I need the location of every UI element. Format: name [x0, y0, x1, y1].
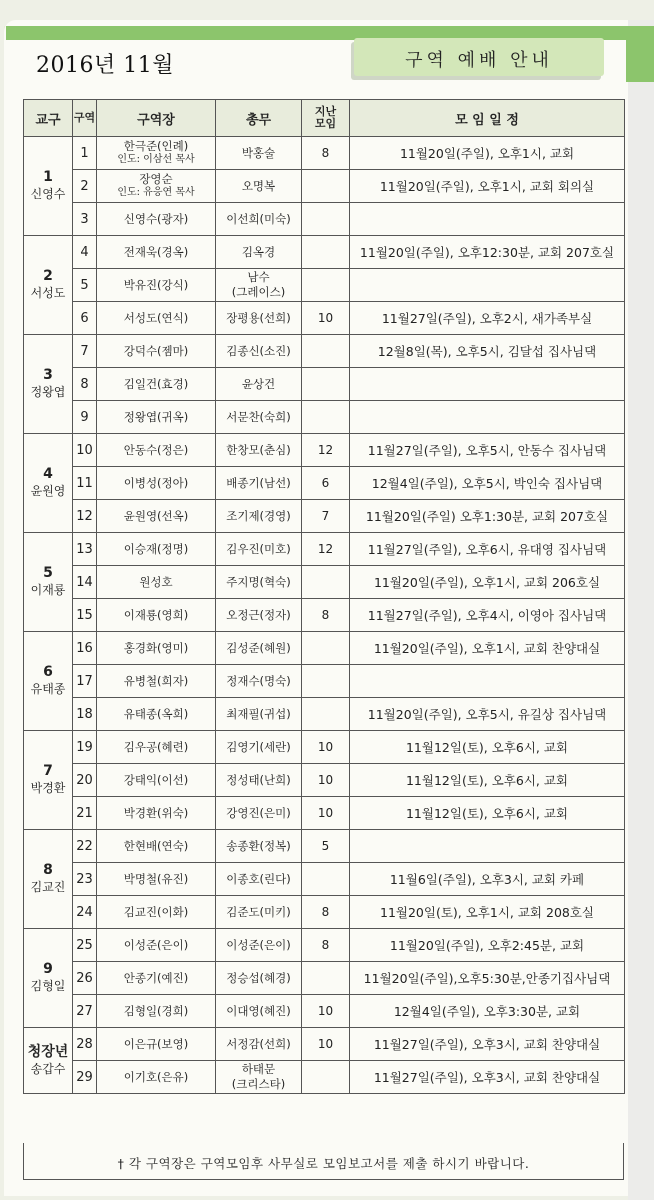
district-clerk-cell	[216, 236, 302, 269]
last-meeting-count: 10	[302, 995, 350, 1028]
district-leader-cell	[97, 302, 216, 335]
district-leader-cell	[97, 170, 216, 203]
table-row	[24, 632, 625, 665]
table-row	[24, 302, 625, 335]
district-leader: 한현배(연숙)	[123, 839, 189, 853]
district-number: 16	[73, 632, 97, 665]
parish-number: 4	[43, 466, 53, 482]
parish-cell	[24, 335, 73, 434]
parish-pastor-name: 이재룡	[30, 583, 66, 597]
district-clerk: 송종환(정복)	[226, 838, 291, 853]
district-clerk: 서문찬(숙희)	[226, 409, 291, 424]
district-clerk-cell	[216, 302, 302, 335]
district-number: 22	[73, 830, 97, 863]
district-leader-cell	[97, 896, 216, 929]
last-meeting-count: 10	[302, 797, 350, 830]
district-leader: 한극준(인례)	[123, 139, 189, 153]
meeting-schedule: 11월20일(주일), 오후1시, 교회 회의실	[350, 170, 625, 203]
district-leader-cell	[97, 1061, 216, 1094]
district-leader: 박경환(위숙)	[123, 806, 189, 820]
district-number: 23	[73, 863, 97, 896]
district-clerk: 최재필(귀섭)	[226, 706, 291, 721]
district-leader-cell	[97, 401, 216, 434]
district-clerk-cell	[216, 566, 302, 599]
district-leader-cell	[97, 731, 216, 764]
district-leader: 안종기(예진)	[123, 971, 189, 985]
meeting-schedule: 11월20일(주일), 오후1시, 교회 찬양대실	[350, 632, 625, 665]
page-title: 구역 예배 안내	[405, 50, 553, 71]
parish-pastor-name: 송갑수	[30, 1061, 66, 1076]
col-header-clerk: 총무	[216, 100, 302, 137]
footnote: † 각 구역장은 구역모임후 사무실로 모임보고서를 제출 하시기 바랍니다.	[117, 1156, 530, 1171]
meeting-schedule: 12월8일(목), 오후5시, 김달섭 집사님댁	[350, 335, 625, 368]
parish-cell	[24, 632, 73, 731]
table-row	[24, 566, 625, 599]
district-number: 25	[73, 929, 97, 962]
right-green-tab	[626, 26, 654, 82]
last-meeting-count: 5	[302, 830, 350, 863]
district-leader-cell	[97, 434, 216, 467]
last-meeting-count: 8	[302, 929, 350, 962]
district-clerk: 이선희(미숙)	[226, 211, 291, 226]
last-meeting-count	[302, 170, 350, 203]
district-leader: 안동수(정은)	[123, 443, 189, 457]
parish-pastor-name: 유태종	[30, 682, 66, 696]
table-row	[24, 335, 625, 368]
district-number: 9	[73, 401, 97, 434]
district-clerk: 이대영(혜진)	[226, 1003, 291, 1018]
table-row	[24, 830, 625, 863]
district-clerk-cell	[216, 401, 302, 434]
district-leader: 윤원영(선옥)	[123, 509, 189, 523]
parish-cell	[24, 830, 73, 929]
district-clerk: 오명복	[241, 178, 276, 193]
district-clerk-cell	[216, 665, 302, 698]
parish-cell	[24, 434, 73, 533]
meeting-schedule: 11월20일(주일),오후5:30분,안종기집사님댁	[350, 962, 625, 995]
district-leader: 전재욱(경옥)	[123, 245, 189, 259]
meeting-schedule	[350, 269, 625, 302]
parish-pastor-name: 정왕엽	[30, 385, 66, 399]
parish-pastor-name: 신영수	[30, 187, 66, 201]
district-number: 11	[73, 467, 97, 500]
table-row	[24, 995, 625, 1028]
district-leader-cell	[97, 797, 216, 830]
table-row	[24, 203, 625, 236]
district-leader: 이성준(은이)	[123, 938, 189, 952]
district-number: 27	[73, 995, 97, 1028]
district-leader: 정왕엽(귀옥)	[123, 410, 189, 424]
district-leader: 이재룡(영희)	[123, 608, 189, 622]
district-clerk: 윤상건	[241, 376, 276, 391]
meeting-schedule: 11월6일(주일), 오후3시, 교회 카페	[350, 863, 625, 896]
meeting-schedule: 11월20일(주일) 오후1:30분, 교회 207호실	[350, 500, 625, 533]
last-meeting-count	[302, 863, 350, 896]
col-header-parish: 교구	[24, 100, 73, 137]
district-number: 14	[73, 566, 97, 599]
district-leader-cell	[97, 1028, 216, 1061]
last-meeting-count: 10	[302, 1028, 350, 1061]
table-row	[24, 797, 625, 830]
district-number: 13	[73, 533, 97, 566]
district-clerk: 정성태(난희)	[226, 772, 291, 787]
district-clerk: 정재수(명숙)	[226, 673, 291, 688]
district-clerk: 배종기(남선)	[226, 475, 291, 490]
meeting-schedule	[350, 368, 625, 401]
district-number: 28	[73, 1028, 97, 1061]
parish-number: 2	[43, 268, 53, 284]
table-row	[24, 863, 625, 896]
last-meeting-count: 12	[302, 533, 350, 566]
district-clerk: 김우진(미호)	[226, 541, 291, 556]
last-meeting-count	[302, 962, 350, 995]
district-clerk: 김성준(혜원)	[226, 640, 291, 655]
district-leader: 강덕수(젬마)	[123, 344, 189, 358]
parish-cell	[24, 929, 73, 1028]
district-clerk: 정승섭(혜경)	[226, 970, 291, 985]
district-clerk: 주지명(혁숙)	[226, 574, 291, 589]
meeting-schedule	[350, 203, 625, 236]
district-number: 8	[73, 368, 97, 401]
last-meeting-count: 6	[302, 467, 350, 500]
district-leader-cell	[97, 665, 216, 698]
district-clerk-cell	[216, 764, 302, 797]
district-clerk-cell	[216, 1028, 302, 1061]
col-header-schedule: 모 임 일 정	[350, 100, 625, 137]
parish-pastor-name: 김교진	[30, 880, 66, 894]
district-leader: 장영순	[139, 172, 173, 186]
district-leader-cell	[97, 698, 216, 731]
title-banner	[354, 38, 604, 76]
table-row	[24, 467, 625, 500]
table-header-row	[24, 100, 625, 137]
district-leader: 김교진(이화)	[123, 905, 189, 919]
district-clerk: 장평용(선희)	[226, 310, 291, 325]
last-meeting-count: 10	[302, 764, 350, 797]
district-leader-cell	[97, 467, 216, 500]
district-clerk: 이성준(은이)	[226, 937, 291, 952]
district-number: 21	[73, 797, 97, 830]
table-row	[24, 401, 625, 434]
district-leader: 서성도(연식)	[123, 311, 189, 325]
district-number: 2	[73, 170, 97, 203]
col-header-district: 구역	[73, 100, 97, 137]
table-row	[24, 137, 625, 170]
table-row	[24, 962, 625, 995]
district-clerk-cell	[216, 830, 302, 863]
meeting-schedule: 12월4일(주일), 오후5시, 박인숙 집사님댁	[350, 467, 625, 500]
last-meeting-count: 12	[302, 434, 350, 467]
meeting-schedule: 11월27일(주일), 오후6시, 유대영 집사님댁	[350, 533, 625, 566]
district-clerk-cell	[216, 269, 302, 302]
district-clerk-sub: (그레이스)	[231, 285, 286, 299]
parish-cell	[24, 533, 73, 632]
district-worship-table	[23, 99, 625, 1094]
district-clerk-cell	[216, 599, 302, 632]
district-leader: 이은규(보영)	[123, 1037, 189, 1051]
col-header-last-meeting	[302, 100, 350, 137]
table-row	[24, 236, 625, 269]
district-clerk-cell	[216, 863, 302, 896]
district-leader: 김일건(효경)	[123, 377, 189, 391]
parish-number: 청장년	[27, 1043, 69, 1060]
district-clerk: 하태문	[241, 1062, 276, 1076]
district-leader-cell	[97, 830, 216, 863]
meeting-schedule: 12월4일(주일), 오후3:30분, 교회	[350, 995, 625, 1028]
issue-date: 2016년 11월	[36, 53, 174, 78]
district-clerk-cell	[216, 797, 302, 830]
district-leader: 이병성(정아)	[123, 476, 189, 490]
district-leader-cell	[97, 632, 216, 665]
meeting-schedule	[350, 665, 625, 698]
district-leader: 홍경화(영미)	[123, 641, 189, 655]
meeting-schedule	[350, 830, 625, 863]
parish-number: 6	[43, 664, 53, 680]
meeting-schedule	[350, 401, 625, 434]
district-clerk-cell	[216, 929, 302, 962]
table-row	[24, 269, 625, 302]
table-row	[24, 929, 625, 962]
district-clerk: 한창모(춘심)	[226, 442, 291, 457]
district-number: 26	[73, 962, 97, 995]
parish-cell	[24, 731, 73, 830]
meeting-schedule: 11월20일(토), 오후1시, 교회 208호실	[350, 896, 625, 929]
meeting-schedule: 11월27일(주일), 오후2시, 새가족부실	[350, 302, 625, 335]
district-number: 1	[73, 137, 97, 170]
district-clerk-cell	[216, 203, 302, 236]
right-margin-band	[628, 20, 654, 1200]
meeting-schedule: 11월20일(주일), 오후2:45분, 교회	[350, 929, 625, 962]
last-meeting-count: 10	[302, 302, 350, 335]
meeting-schedule: 11월27일(주일), 오후3시, 교회 찬양대실	[350, 1028, 625, 1061]
table-row	[24, 665, 625, 698]
district-number: 6	[73, 302, 97, 335]
district-number: 10	[73, 434, 97, 467]
parish-number: 8	[43, 862, 53, 878]
district-leader-cell	[97, 335, 216, 368]
last-meeting-count	[302, 335, 350, 368]
last-meeting-count	[302, 203, 350, 236]
district-clerk-cell	[216, 467, 302, 500]
district-leader-guide: 인도: 이삼선 목사	[117, 154, 195, 165]
district-clerk-cell	[216, 896, 302, 929]
district-leader: 김형일(경희)	[123, 1004, 189, 1018]
district-clerk-cell	[216, 698, 302, 731]
last-meeting-count	[302, 566, 350, 599]
district-clerk: 김영기(세란)	[226, 739, 291, 754]
district-clerk-cell	[216, 434, 302, 467]
district-clerk-cell	[216, 731, 302, 764]
last-meeting-count: 8	[302, 896, 350, 929]
table-row	[24, 698, 625, 731]
table-row	[24, 368, 625, 401]
district-clerk: 김옥경	[241, 244, 276, 259]
district-number: 4	[73, 236, 97, 269]
district-leader: 원성호	[139, 575, 173, 589]
district-number: 29	[73, 1061, 97, 1094]
district-number: 5	[73, 269, 97, 302]
district-clerk-cell	[216, 170, 302, 203]
district-clerk: 강영진(은미)	[226, 805, 291, 820]
table-row	[24, 434, 625, 467]
last-meeting-count: 8	[302, 137, 350, 170]
last-meeting-count	[302, 1061, 350, 1094]
meeting-schedule: 11월20일(주일), 오후5시, 유길상 집사님댁	[350, 698, 625, 731]
col-header-leader: 구역장	[97, 100, 216, 137]
district-clerk: 조기제(경영)	[226, 508, 291, 523]
parish-pastor-name: 박경환	[30, 781, 66, 795]
district-leader-cell	[97, 269, 216, 302]
district-leader-cell	[97, 929, 216, 962]
district-clerk: 서정감(선희)	[226, 1036, 291, 1051]
district-number: 24	[73, 896, 97, 929]
last-meeting-count	[302, 401, 350, 434]
meeting-schedule: 11월27일(주일), 오후3시, 교회 찬양대실	[350, 1061, 625, 1094]
parish-pastor-name: 서성도	[30, 286, 66, 300]
district-clerk-cell	[216, 632, 302, 665]
parish-cell	[24, 1028, 73, 1094]
col-header-last-meeting-text: 지난 모임	[314, 105, 337, 130]
meeting-schedule: 11월20일(주일), 오후1시, 교회 206호실	[350, 566, 625, 599]
table-row	[24, 1061, 625, 1094]
district-clerk: 이종호(린다)	[226, 871, 291, 886]
table-row	[24, 896, 625, 929]
last-meeting-count	[302, 698, 350, 731]
table-row	[24, 500, 625, 533]
district-leader-cell	[97, 368, 216, 401]
district-number: 15	[73, 599, 97, 632]
district-number: 7	[73, 335, 97, 368]
district-leader: 유병철(희자)	[123, 674, 189, 688]
district-leader-cell	[97, 137, 216, 170]
district-number: 3	[73, 203, 97, 236]
table-row	[24, 731, 625, 764]
last-meeting-count	[302, 236, 350, 269]
parish-cell	[24, 137, 73, 236]
district-number: 19	[73, 731, 97, 764]
district-clerk-cell	[216, 962, 302, 995]
table-row	[24, 170, 625, 203]
district-clerk-cell	[216, 1061, 302, 1094]
district-clerk-cell	[216, 368, 302, 401]
district-number: 18	[73, 698, 97, 731]
meeting-schedule: 11월12일(토), 오후6시, 교회	[350, 731, 625, 764]
parish-pastor-name: 김형일	[30, 979, 66, 993]
district-leader: 신영수(광자)	[123, 212, 189, 226]
district-clerk: 김종신(소진)	[226, 343, 291, 358]
last-meeting-count	[302, 665, 350, 698]
district-leader-cell	[97, 764, 216, 797]
district-leader-cell	[97, 566, 216, 599]
district-number: 12	[73, 500, 97, 533]
last-meeting-count: 10	[302, 731, 350, 764]
parish-number: 9	[43, 961, 53, 977]
district-leader-cell	[97, 995, 216, 1028]
district-clerk: 오정근(정자)	[226, 607, 291, 622]
district-leader: 이승재(정명)	[123, 542, 189, 556]
parish-number: 5	[43, 565, 53, 581]
district-leader: 박명철(유진)	[123, 872, 189, 886]
district-clerk-cell	[216, 533, 302, 566]
district-clerk-cell	[216, 995, 302, 1028]
parish-number: 7	[43, 763, 53, 779]
parish-cell	[24, 236, 73, 335]
last-meeting-count	[302, 368, 350, 401]
parish-pastor-name: 윤원영	[30, 484, 66, 498]
district-leader: 김우공(혜련)	[123, 740, 189, 754]
meeting-schedule: 11월12일(토), 오후6시, 교회	[350, 797, 625, 830]
district-leader-cell	[97, 500, 216, 533]
district-clerk: 남수	[247, 270, 270, 284]
meeting-schedule: 11월20일(주일), 오후1시, 교회	[350, 137, 625, 170]
district-leader: 강태익(이선)	[123, 773, 189, 787]
last-meeting-count	[302, 269, 350, 302]
parish-number: 1	[43, 169, 53, 185]
meeting-schedule: 11월12일(토), 오후6시, 교회	[350, 764, 625, 797]
district-clerk-cell	[216, 137, 302, 170]
district-leader-cell	[97, 203, 216, 236]
last-meeting-count: 8	[302, 599, 350, 632]
district-clerk-cell	[216, 335, 302, 368]
district-leader-guide: 인도: 유응연 목사	[117, 187, 195, 198]
parish-number: 3	[43, 367, 53, 383]
district-leader: 이기호(은유)	[123, 1070, 189, 1084]
district-leader: 박유진(강식)	[123, 278, 189, 292]
district-clerk-sub: (크리스타)	[231, 1077, 286, 1091]
table-row	[24, 533, 625, 566]
meeting-schedule: 11월27일(주일), 오후4시, 이영아 집사님댁	[350, 599, 625, 632]
district-leader-cell	[97, 962, 216, 995]
district-number: 20	[73, 764, 97, 797]
last-meeting-count	[302, 632, 350, 665]
last-meeting-count: 7	[302, 500, 350, 533]
table-row	[24, 1028, 625, 1061]
district-clerk: 김준도(미키)	[226, 904, 291, 919]
district-leader-cell	[97, 236, 216, 269]
district-leader-cell	[97, 599, 216, 632]
district-clerk: 박홍술	[241, 145, 276, 160]
district-clerk-cell	[216, 500, 302, 533]
table-row	[24, 599, 625, 632]
district-leader-cell	[97, 863, 216, 896]
district-leader-cell	[97, 533, 216, 566]
meeting-schedule: 11월27일(주일), 오후5시, 안동수 집사님댁	[350, 434, 625, 467]
table-row	[24, 764, 625, 797]
district-leader: 유태종(옥희)	[123, 707, 189, 721]
meeting-schedule: 11월20일(주일), 오후12:30분, 교회 207호실	[350, 236, 625, 269]
district-number: 17	[73, 665, 97, 698]
